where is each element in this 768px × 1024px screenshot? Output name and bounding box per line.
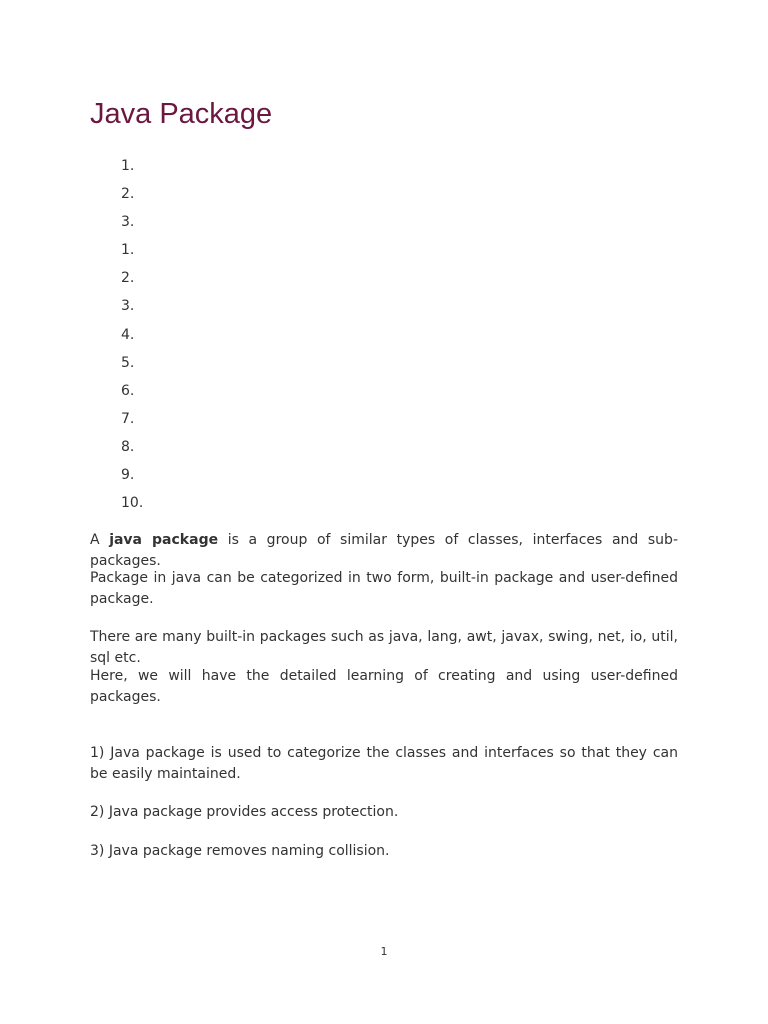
intro-prefix: A <box>90 532 110 548</box>
toc-item[interactable]: 10. <box>121 495 144 512</box>
toc-item[interactable]: 4. <box>121 326 135 343</box>
advantage-item: 2) Java package provides access protection. <box>90 804 399 820</box>
toc-item[interactable]: 6. <box>121 382 135 399</box>
intro-term: java package <box>109 532 219 548</box>
toc-item[interactable]: 8. <box>121 438 135 455</box>
toc-item[interactable]: 7. <box>121 410 135 427</box>
user-defined-paragraph: Here, we will have the detailed learning of creating and using user-defined packages. <box>90 668 678 705</box>
intro-paragraph <box>90 530 678 571</box>
toc-item[interactable]: 9. <box>121 467 135 484</box>
advantage-item: 1) Java package is used to categorize the classes and interfaces so that they can be easily maintained. <box>90 745 678 782</box>
toc-item[interactable]: 1. <box>121 242 135 259</box>
page-title: Java Package <box>90 98 273 130</box>
toc-item[interactable]: 3. <box>121 214 135 231</box>
page-number: 1 <box>380 945 388 958</box>
builtin-packages-paragraph: There are many built-in packages such as java, lang, awt, javax, swing, net, io, util, sql etc. <box>90 629 678 666</box>
toc-item[interactable]: 2. <box>121 270 135 287</box>
toc-item[interactable]: 5. <box>121 354 135 371</box>
toc-item[interactable]: 3. <box>121 298 135 315</box>
intro-suffix: is a group of similar types of classes, interfaces and sub-packages. <box>90 532 678 569</box>
toc-item[interactable]: 1. <box>121 158 135 174</box>
advantage-item: 3) Java package removes naming collision. <box>90 843 390 859</box>
categories-paragraph: Package in java can be categorized in two form, built-in package and user-defined package. <box>90 570 678 607</box>
toc-item[interactable]: 2. <box>121 186 135 203</box>
table-of-contents <box>121 152 143 517</box>
